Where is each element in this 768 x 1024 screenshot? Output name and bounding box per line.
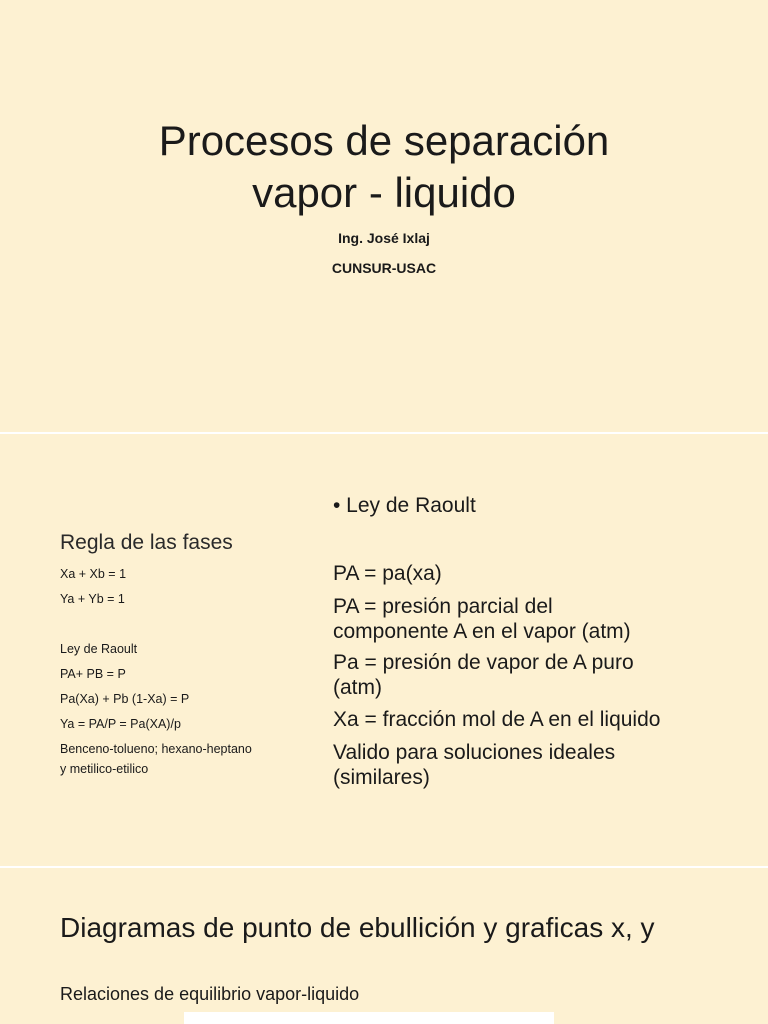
author-name: Ing. José Ixlaj xyxy=(338,230,430,246)
equation-line: Pa(Xa) + Pb (1-Xa) = P xyxy=(60,692,190,706)
title-line-2: vapor - liquido xyxy=(252,169,516,216)
slide-raoult xyxy=(0,434,768,866)
raoult-label: Ley de Raoult xyxy=(60,642,138,656)
definition-line: (atm) xyxy=(333,676,382,699)
slide-diagrams xyxy=(0,868,768,1024)
title-line-1: Procesos de separación xyxy=(158,117,610,164)
definition-line: componente A en el vapor (atm) xyxy=(333,620,631,643)
equilibrium-subtitle: Relaciones de equilibrio vapor-liquido xyxy=(60,984,360,1004)
diagrams-title: Diagramas de punto de ebullición y graficas x, y xyxy=(60,912,655,943)
equation-line: PA+ PB = P xyxy=(60,667,126,681)
phase-rule-heading: Regla de las fases xyxy=(60,531,233,554)
definition-line: Pa = presión de vapor de A puro xyxy=(333,651,634,674)
slide-title xyxy=(0,0,768,432)
institution-name: CUNSUR-USAC xyxy=(331,260,437,276)
definition-line: PA = pa(xa) xyxy=(333,562,442,585)
definition-line: Valido para soluciones ideales xyxy=(333,741,616,764)
example-line: Benceno-tolueno; hexano-heptano xyxy=(60,742,252,756)
raoult-bullet: • Ley de Raoult xyxy=(333,494,476,517)
equation-line: Ya = PA/P = Pa(XA)/p xyxy=(60,717,181,731)
example-line: y metilico-etilico xyxy=(60,762,149,776)
definition-line: PA = presión parcial del xyxy=(333,595,553,618)
figure-placeholder xyxy=(184,1012,554,1024)
equation-line: Xa + Xb = 1 xyxy=(60,567,127,581)
definition-line: (similares) xyxy=(333,766,430,789)
definition-line: Xa = fracción mol de A en el liquido xyxy=(333,708,661,731)
equation-line: Ya + Yb = 1 xyxy=(60,592,125,606)
slide-title-heading xyxy=(84,115,684,219)
